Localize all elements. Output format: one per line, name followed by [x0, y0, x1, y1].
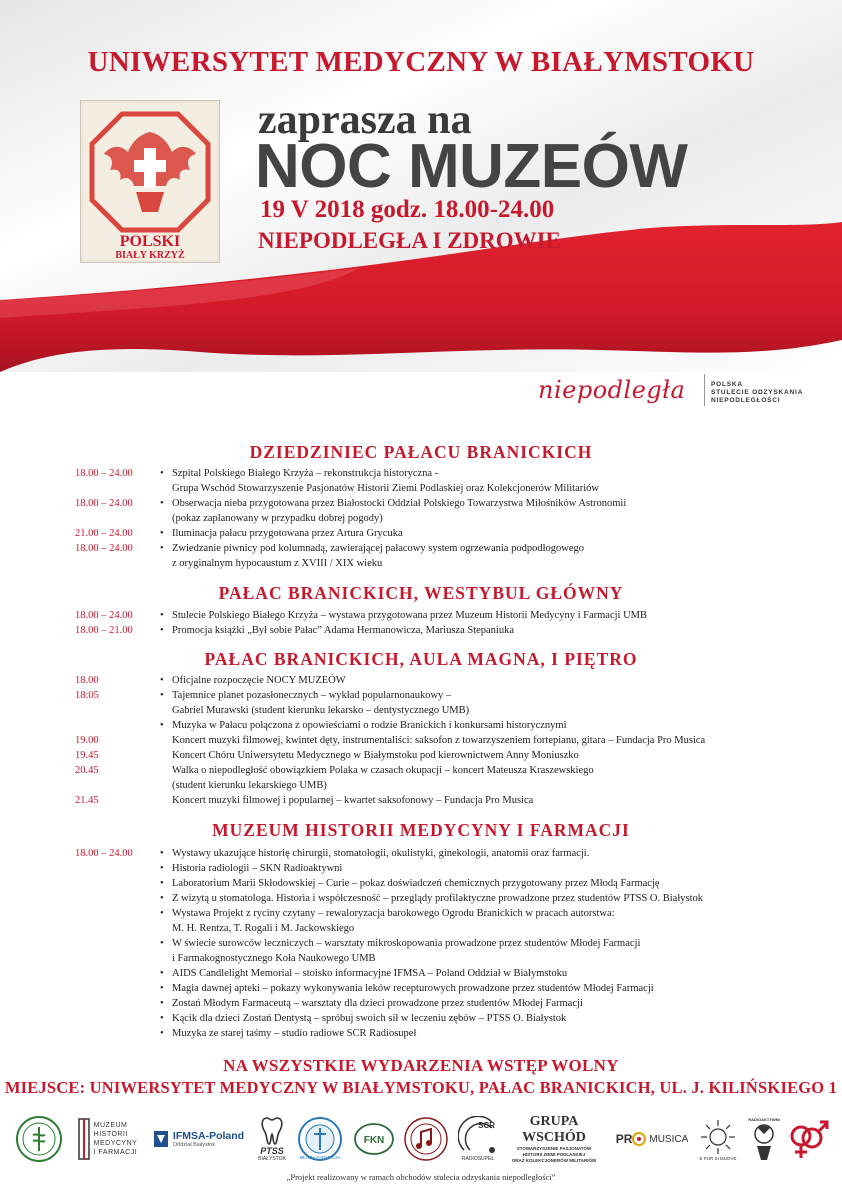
program-row: 18.00 – 24.00 • Szpital Polskiego Białego Krzyża – rekonstrukcja historyczna - — [75, 468, 439, 479]
section-title: DZIEDZINIEC PAŁACU BRANICKICH — [249, 442, 593, 462]
program-row: 19.00 Koncert muzyki filmowej, kwintet dęty, instrumentaliści: saksofon z towarzyszeniem fortepianu, gitara – Fundacja Pro Musica — [75, 735, 706, 746]
program-row: (student kierunku lekarskiego UMB) — [172, 780, 327, 791]
section-aula-magna — [0, 648, 842, 808]
muzeum-logo: MUZEUM HISTORII MEDYCYNY I FARMACJI — [72, 1111, 142, 1167]
program-row: 18.00 – 24.00 • Zwiedzanie piwnicy pod kolumnadą, zawierającej pałacowy system ogrzewania podpodłogowego — [75, 543, 584, 554]
grupa-wschod-logo: GRUPA WSCHÓD STOWARZYSZENIE PASJONATÓW HISTORII ZIEMI PODLASKIEJ ORAZ KOLEKCJONERÓW MILITARIÓW — [511, 1114, 597, 1163]
program-row: i Farmakognostycznego Koła Naukowego UMB — [172, 953, 376, 964]
program-row: 18.00 – 24.00 • Obserwacja nieba przygotowana przez Białostocki Oddział Polskiego Towarzystwa Miłośników Astronomii — [75, 498, 627, 509]
e-pur-si-muove-logo: E PUR SI MUOVE — [694, 1111, 742, 1167]
program-row: M. H. Rentza, T. Rogali i M. Jackowskiego — [172, 923, 355, 934]
free-entry-notice: NA WSZYSTKIE WYDARZENIA WSTĘP WOLNY — [223, 1056, 619, 1075]
program-row: 21.00 – 24.00 • Iluminacja pałacu przygotowana przez Artura Grycuka — [75, 528, 403, 539]
choir-seal-logo — [402, 1111, 450, 1167]
program-row: 18.00 – 24.00 • Stulecie Polskiego Białego Krzyża – wystawa przygotowana przez Muzeum Historii Medycyny i Farmacji UMB — [75, 610, 648, 621]
section-westybul — [0, 582, 842, 638]
program-row: • Historia radiologii – SKN Radioaktywni — [160, 863, 343, 874]
program-row: 18.00 • Oficjalne rozpoczęcie NOCY MUZEÓW — [75, 675, 346, 686]
polski-bialy-krzyz-logo — [80, 100, 220, 263]
university-heading: UNIWERSYTET MEDYCZNY W BIAŁYMSTOKU — [87, 46, 755, 78]
niepodlegla-line3: NIEPODLEGŁOŚCI — [711, 397, 781, 404]
event-location: MIEJSCE: UNIWERSYTET MEDYCZNY W BIAŁYMSTOKU, PAŁAC BRANICKICH, UL. J. KILIŃSKIEGO 1 — [4, 1078, 838, 1097]
program-row: • Zostań Młodym Farmaceutą – warsztaty dla dzieci prowadzone przez studentów Młodej Farmacji — [160, 998, 583, 1009]
section-dziedziniec — [0, 441, 842, 571]
section-title: PAŁAC BRANICKICH, AULA MAGNA, I PIĘTRO — [204, 649, 638, 669]
section-title: MUZEUM HISTORII MEDYCYNY I FARMACJI — [212, 820, 630, 840]
niepodlegla-line2: STULECIE ODZYSKANIA — [711, 389, 804, 396]
ptss-logo: PTSS BIAŁYSTOK — [252, 1111, 292, 1167]
invite-text: zaprasza na — [258, 97, 472, 143]
event-theme: NIEPODLEGŁA I ZDROWIE — [258, 228, 561, 253]
divider — [704, 374, 705, 406]
niepodlegla-badge — [538, 372, 838, 412]
program-row: • Muzyka w Pałacu połączona z opowieściami o rodzie Branickich i konkursami historycznymi — [160, 720, 567, 731]
svg-text:SCR: SCR — [478, 1121, 495, 1130]
program-row: 20.45 Walka o niepodległość obowiązkiem Polaka w czasach okupacji – koncert Mateusza Kraszewskiego — [75, 765, 594, 776]
scr-radiosupel-logo: SCR RADIOSUPEŁ — [456, 1111, 500, 1167]
radioaktywni-logo: RADIOAKTYWNI — [748, 1111, 780, 1167]
program-row: (pokaz zaplanowany w przypadku dobrej pogody) — [172, 513, 383, 524]
ifmsa-logo: IFMSA-Poland Oddział Białystok — [146, 1111, 250, 1167]
niepodlegla-line1: POLSKA — [711, 381, 743, 388]
svg-text:FKN: FKN — [363, 1135, 385, 1146]
program-row: z oryginalnym hypocaustum z XVIII / XIX wieku — [172, 558, 383, 569]
program-row: 21.45 Koncert muzyki filmowej i popularnej – kwartet saksofonowy – Fundacja Pro Musica — [75, 795, 534, 806]
logo-text-bialy-krzyz: BIAŁY KRZYŻ — [115, 250, 185, 261]
mloda-farmacja-logo — [296, 1111, 344, 1167]
program-row: • Magia dawnej apteki – pokazy wykonywania leków recepturowych prowadzone przez studentów Młodej Farmacji — [160, 983, 654, 994]
sponsor-logos — [0, 1105, 842, 1167]
section-muzeum — [0, 819, 842, 1041]
project-credit: „Projekt realizowany w ramach obchodów stulecia odzyskania niepodległości” — [286, 1172, 556, 1182]
gender-symbols-icon — [782, 1111, 832, 1167]
section-title: PAŁAC BRANICKICH, WESTYBUL GŁÓWNY — [218, 583, 624, 603]
program-row: • Kącik dla dzieci Zostań Dentystą – spróbuj swoich sił w leczeniu zębów – PTSS O. Białystok — [160, 1013, 567, 1024]
pro-musica-logo: PR MUSICA — [615, 1132, 689, 1146]
logo-text-polski: POLSKI — [119, 233, 181, 250]
program-row: • W świecie surowców leczniczych – warsztaty mikroskopowania prowadzone przez studentów Młodej Farmacji — [160, 938, 641, 949]
program-row: 19.45 Koncert Chóru Uniwersytetu Medycznego w Białymstoku pod kierownictwem Anny Moniuszko — [75, 750, 579, 761]
niepodlegla-script-logo: niepodległa — [538, 376, 686, 404]
program-row: • AIDS Candlelight Memorial – stoisko informacyjne IFMSA – Poland Oddział w Białymstoku — [160, 968, 568, 979]
program-row: • Wystawa Projekt z ryciny czytany – rewaloryzacja barokowego Ogrodu Branickich w pracach autorstwa: — [160, 908, 615, 919]
svg-text:MŁODA FARMACJA: MŁODA FARMACJA — [299, 1155, 341, 1160]
program-row: 18.00 – 21.00 • Promocja książki „Był sobie Pałac” Adama Hermanowicza, Mariusza Stepaniuka — [75, 625, 515, 636]
umb-seal-logo — [14, 1111, 64, 1167]
program-row: 18.00 – 24.00 • Wystawy ukazujące historię chirurgii, stomatologii, okulistyki, ginekologii, anatomii oraz farmacji. — [75, 848, 590, 859]
program-row: • Laboratorium Marii Skłodowskiej – Curie – pokaz doświadczeń chemicznych przygotowany przez Młodą Farmację — [160, 878, 660, 889]
program-row: Gabriel Murawski (student kierunku lekarsko – dentystycznego UMB) — [172, 705, 470, 716]
program-row: 18:05 • Tajemnice planet pozasłonecznych – wykład popularnonaukowy – — [75, 690, 452, 701]
program-row: • Muzyka ze starej taśmy – studio radiowe SCR Radiosupeł — [160, 1028, 417, 1039]
event-title: NOC MUZEÓW — [255, 132, 688, 201]
fkn-logo — [352, 1111, 396, 1167]
program-row: • Z wizytą u stomatologa. Historia i współczesność – przeglądy profilaktyczne prowadzone przez studentów PTSS O. Białystok — [160, 893, 703, 904]
program-row: Grupa Wschód Stowarzyszenie Pasjonatów Historii Ziemi Podlaskiej oraz Kolekcjonerów Militariów — [172, 483, 600, 494]
event-date: 19 V 2018 godz. 18.00-24.00 — [260, 196, 555, 223]
